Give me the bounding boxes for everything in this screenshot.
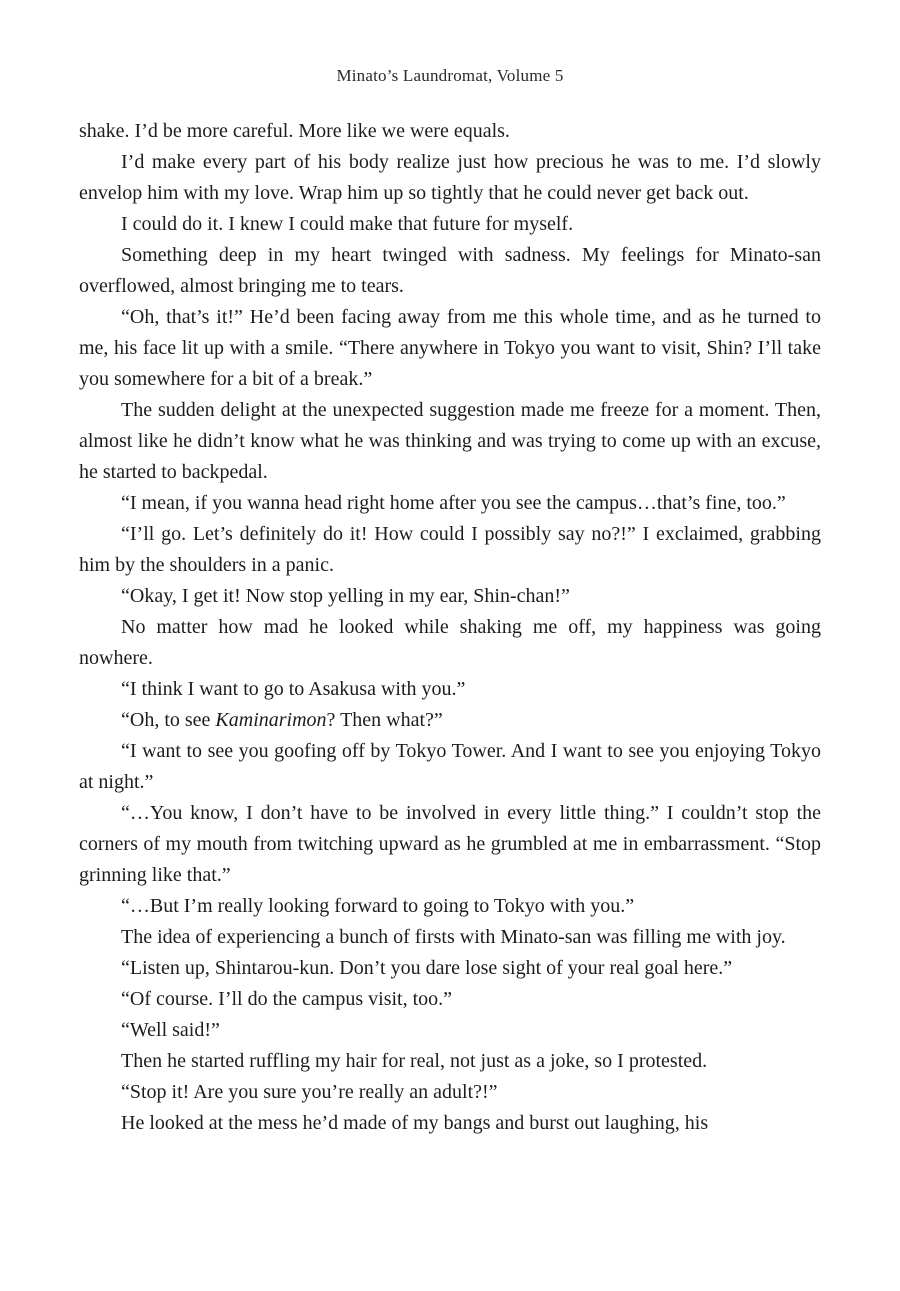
paragraph — [79, 395, 821, 488]
text-segment: “I mean, if you wanna head right home after you see the campus…that’s fine, too.” — [121, 492, 786, 514]
paragraph — [79, 1108, 821, 1139]
text-segment: The idea of experiencing a bunch of firsts with Minato-san was filling me with joy. — [121, 926, 786, 948]
paragraph — [79, 891, 821, 922]
paragraph — [79, 519, 821, 581]
text-segment: “…You know, I don’t have to be involved in every little thing.” I couldn’t stop the corners of my mouth from twitching upward as he grumbled at me in embarrassment. “Stop grinning like that.” — [79, 802, 821, 886]
text-segment: “I want to see you goofing off by Tokyo Tower. And I want to see you enjoying Tokyo at night.” — [79, 740, 821, 793]
text-segment: “Okay, I get it! Now stop yelling in my ear, Shin-chan!” — [121, 585, 570, 607]
paragraph — [79, 488, 821, 519]
text-segment: “I think I want to go to Asakusa with you.” — [121, 678, 466, 700]
paragraph — [79, 953, 821, 984]
paragraph — [79, 240, 821, 302]
paragraph — [79, 302, 821, 395]
text-segment: The sudden delight at the unexpected suggestion made me freeze for a moment. Then, almost like he didn’t know what he was thinking and was trying to come up with an excuse, he started to backpedal. — [79, 399, 821, 483]
text-segment: shake. I’d be more careful. More like we were equals. — [79, 120, 510, 142]
paragraph — [79, 674, 821, 705]
text-segment: “I’ll go. Let’s definitely do it! How could I possibly say no?!” I exclaimed, grabbing him by the shoulders in a panic. — [79, 523, 821, 576]
paragraph — [79, 147, 821, 209]
running-header: Minato’s Laundromat, Volume 5 — [336, 66, 564, 85]
paragraph — [79, 581, 821, 612]
italic-text: Kaminarimon — [215, 709, 327, 731]
text-segment: “…But I’m really looking forward to going to Tokyo with you.” — [121, 895, 635, 917]
paragraph — [79, 736, 821, 798]
text-segment: “Listen up, Shintarou-kun. Don’t you dare lose sight of your real goal here.” — [121, 957, 733, 979]
text-segment: “Oh, to see — [121, 709, 216, 731]
text-segment: “Stop it! Are you sure you’re really an adult?!” — [121, 1081, 498, 1103]
paragraph — [79, 798, 821, 891]
text-segment: “Of course. I’ll do the campus visit, too.” — [121, 988, 453, 1010]
text-segment: No matter how mad he looked while shaking me off, my happiness was going nowhere. — [79, 616, 821, 669]
page-body — [79, 116, 821, 1139]
text-segment: I’d make every part of his body realize just how precious he was to me. I’d slowly envelop him with my love. Wrap him up so tightly that he could never get back out. — [79, 151, 821, 204]
paragraph — [79, 1046, 821, 1077]
text-segment: He looked at the mess he’d made of my bangs and burst out laughing, his — [121, 1112, 709, 1134]
text-segment: Then he started ruffling my hair for real, not just as a joke, so I protested. — [121, 1050, 708, 1072]
paragraph — [79, 1015, 821, 1046]
paragraph — [79, 922, 821, 953]
paragraph — [79, 1077, 821, 1108]
paragraph — [79, 209, 821, 240]
paragraph — [79, 612, 821, 674]
text-segment: I could do it. I knew I could make that future for myself. — [121, 213, 574, 235]
text-segment: “Well said!” — [121, 1019, 220, 1041]
paragraph — [79, 116, 821, 147]
text-segment: Something deep in my heart twinged with sadness. My feelings for Minato-san overflowed, almost bringing me to tears. — [79, 244, 821, 297]
text-segment: “Oh, that’s it!” He’d been facing away from me this whole time, and as he turned to me, his face lit up with a smile. “There anywhere in Tokyo you want to visit, Shin? I’ll take you somewhere for a bit of a break.” — [79, 306, 821, 390]
paragraph — [79, 984, 821, 1015]
paragraph — [79, 705, 821, 736]
text-segment: ? Then what?” — [326, 709, 443, 731]
